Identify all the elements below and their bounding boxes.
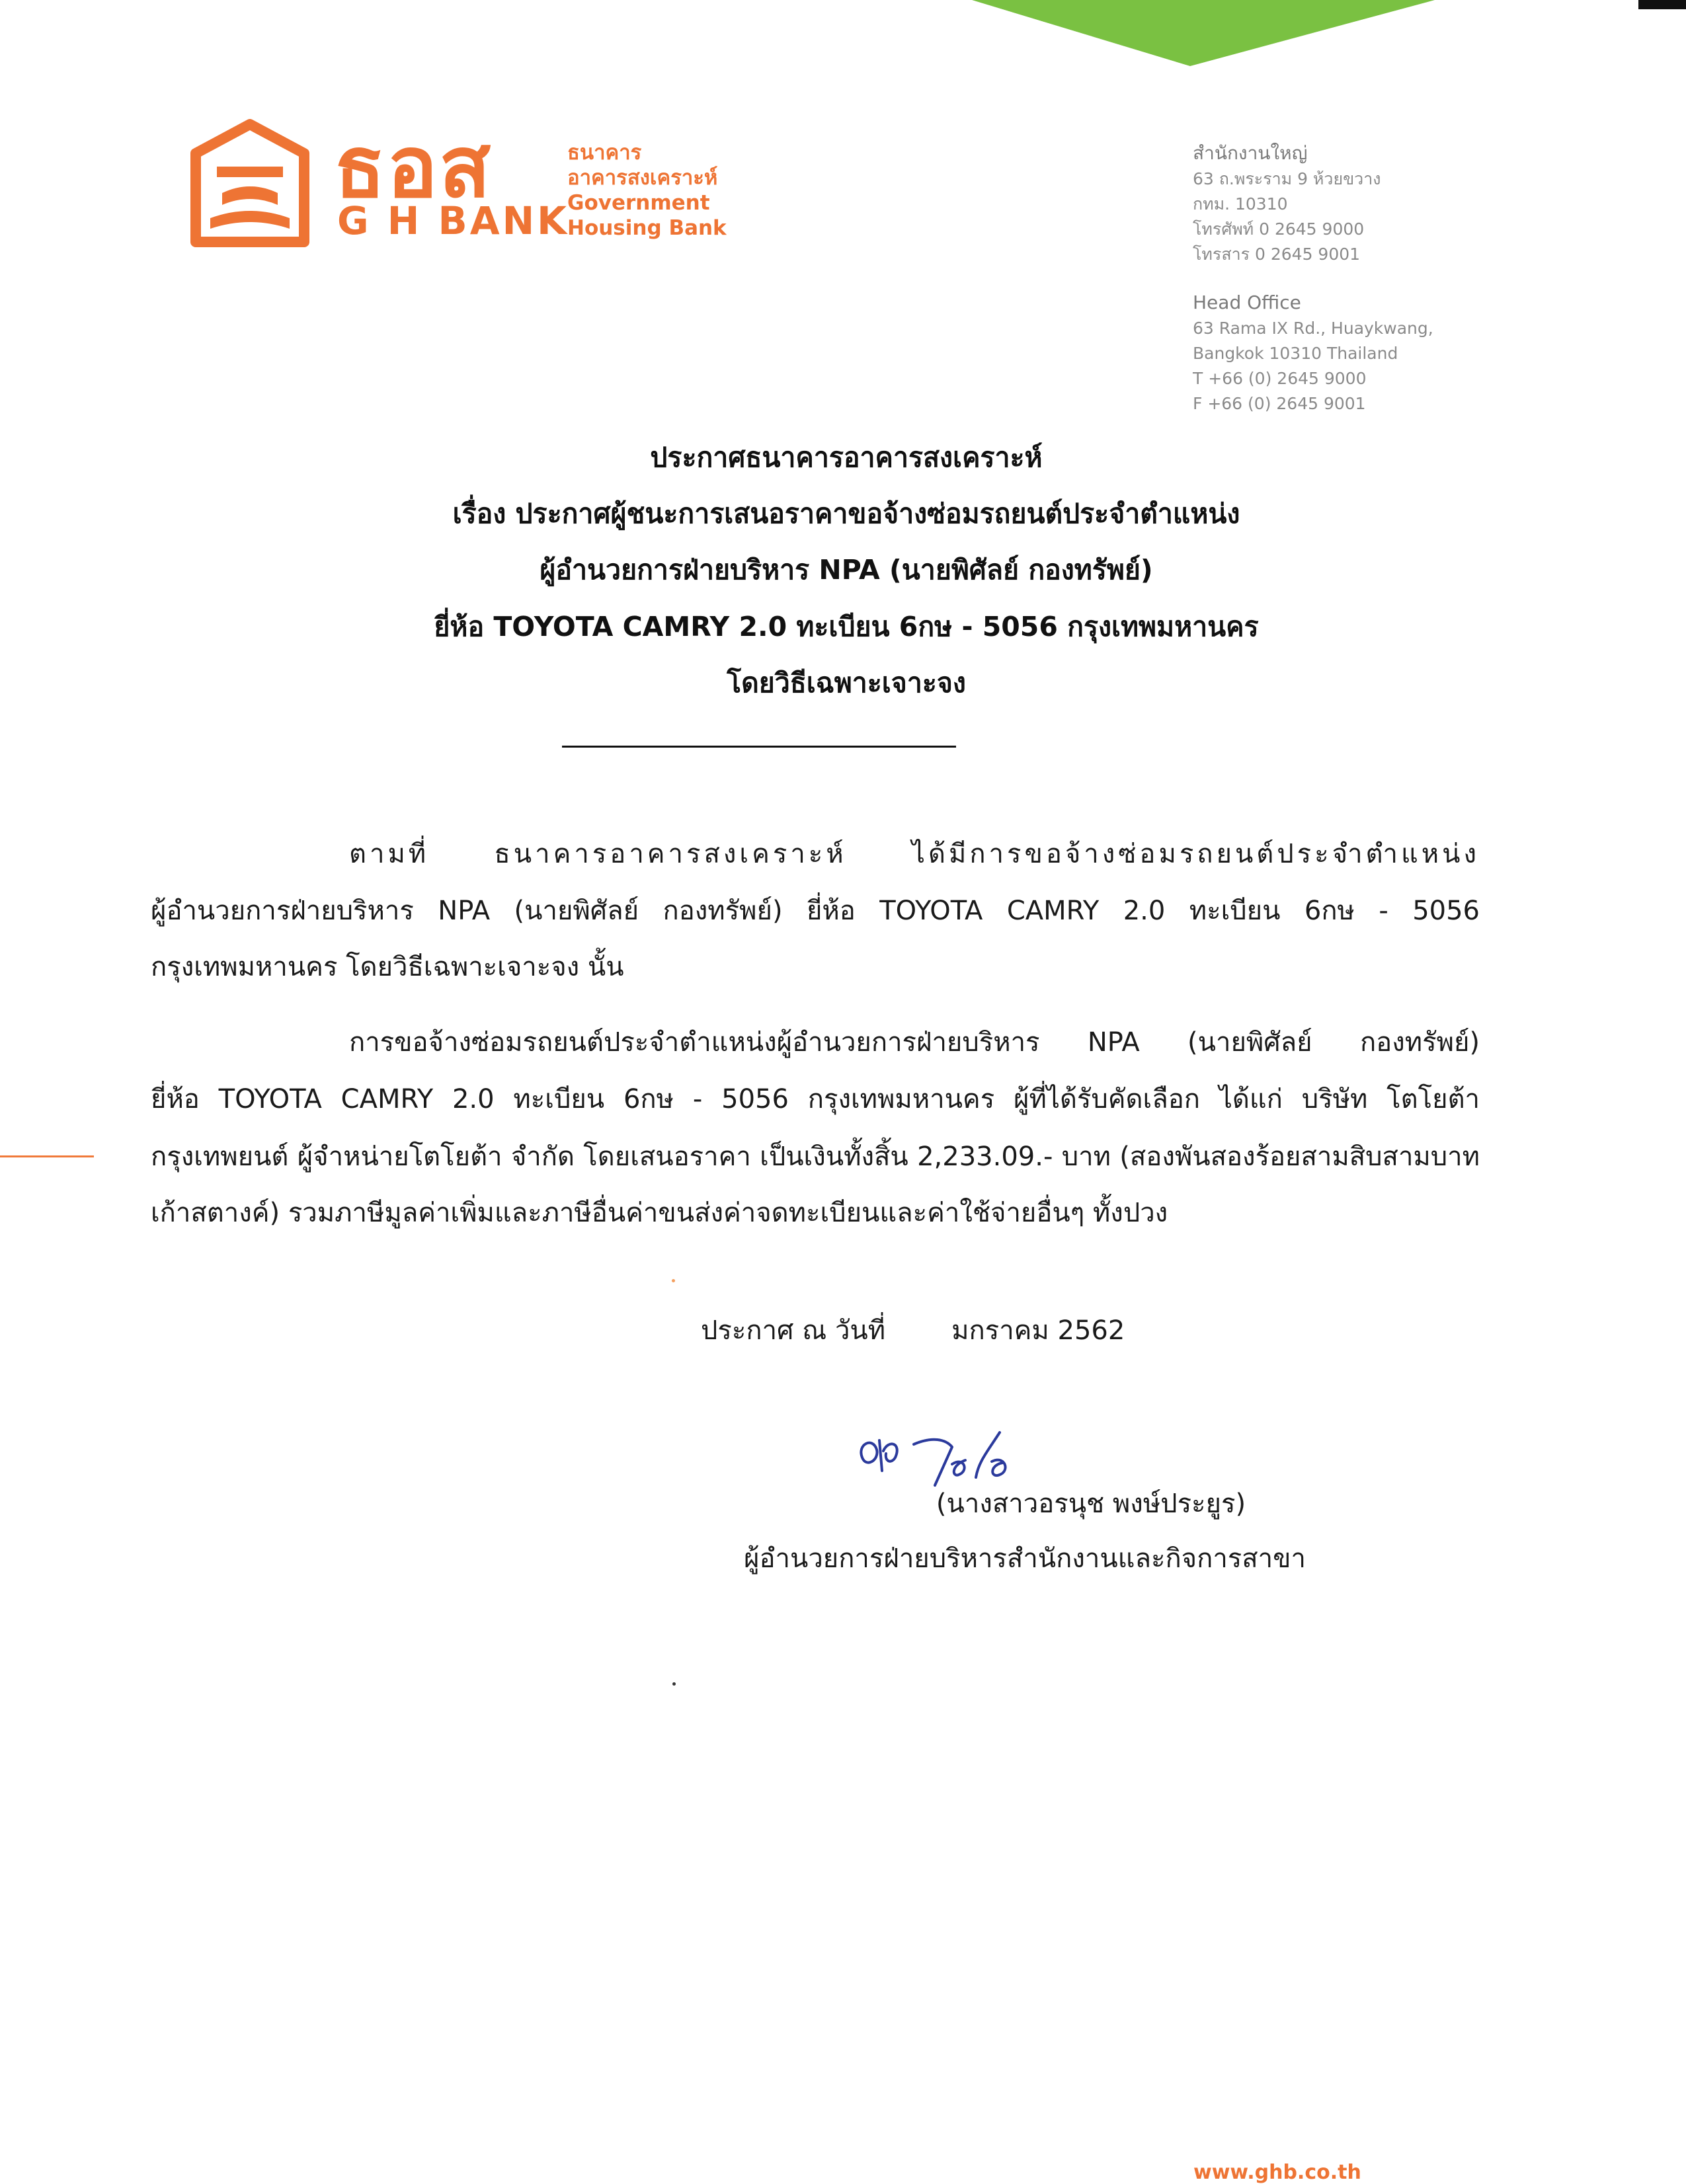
subject-line: ยี่ห้อ TOYOTA CAMRY 2.0 ทะเบียน 6กษ - 5056 กรุงเทพมหานคร	[434, 611, 1259, 643]
fax-line: โทรสาร 0 2645 9001	[1193, 245, 1361, 264]
logo-thai-wordmark: ธอส	[334, 118, 493, 217]
signer-name: (นางสาวอรนุช พงษ์ประยูร)	[936, 1489, 1246, 1519]
green-header-tab	[972, 0, 1435, 66]
address-line: 63 ถ.พระราม 9 ห้วยขวาง	[1193, 169, 1381, 188]
paragraph-line: ตามที่ ธนาคารอาคารสงเคราะห์ ได้มีการขอจ้างซ่อมรถยนต์ประจำตำแหน่ง	[349, 839, 1480, 869]
subject-line: ผู้อำนวยการฝ่ายบริหาร NPA (นายพิศัลย์ กองทรัพย์)	[540, 554, 1153, 586]
bank-name-line: ธนาคาร	[567, 141, 642, 165]
paragraph-line: ยี่ห้อ TOYOTA CAMRY 2.0 ทะเบียน 6กษ - 5056 กรุงเทพมหานคร ผู้ที่ได้รับคัดเลือก ได้แก่ บริษัท โตโยต้า	[151, 1084, 1480, 1114]
paragraph-line: กรุงเทพยนต์ ผู้จำหน่ายโตโยต้า จำกัด โดยเสนอราคา เป็นเงินทั้งสิ้น 2,233.09.- บาท (สองพันสองร้อยสามสิบสามบาท	[151, 1142, 1480, 1172]
bank-name-line: อาคารสงเคราะห์	[567, 166, 718, 190]
address-line: 63 Rama IX Rd., Huaykwang,	[1193, 319, 1433, 338]
title-divider	[562, 746, 956, 748]
paragraph-line: การขอจ้างซ่อมรถยนต์ประจำตำแหน่งผู้อำนวยการฝ่ายบริหาร NPA (นายพิศัลย์ กองทรัพย์)	[349, 1027, 1480, 1058]
announcement-month-year: มกราคม 2562	[951, 1315, 1125, 1346]
paragraph-line: เก้าสตางค์) รวมภาษีมูลค่าเพิ่มและภาษีอื่นค่าขนส่งค่าจดทะเบียนและค่าใช้จ่ายอื่นๆ ทั้งปวง	[151, 1198, 1168, 1228]
address-line: กทม. 10310	[1193, 194, 1288, 214]
announcement-date	[701, 1317, 1125, 1344]
subject-line: โดยวิธีเฉพาะเจาะจง	[727, 667, 966, 699]
bank-name-line: Government	[567, 191, 710, 215]
scan-edge-mark	[1638, 0, 1686, 9]
head-office-en-label: Head Office	[1193, 292, 1301, 313]
handwritten-signature	[853, 1424, 1038, 1497]
fold-mark	[0, 1155, 94, 1157]
subject-line: เรื่อง ประกาศผู้ชนะการเสนอราคาขอจ้างซ่อมรถยนต์ประจำตำแหน่ง	[452, 498, 1240, 529]
logo-english-wordmark: G H BANK	[337, 198, 570, 243]
phone-line: T +66 (0) 2645 9000	[1193, 369, 1367, 388]
phone-line: โทรศัพท์ 0 2645 9000	[1193, 219, 1365, 239]
signer-position: ผู้อำนวยการฝ่ายบริหารสำนักงานและกิจการสาขา	[744, 1543, 1306, 1574]
head-office-th-label: สำนักงานใหญ่	[1193, 142, 1308, 164]
ghbank-logo-icon	[190, 119, 309, 248]
paragraph-line: กรุงเทพมหานคร โดยวิธีเฉพาะเจาะจง นั้น	[151, 952, 624, 982]
scan-speck	[672, 1279, 675, 1282]
announcement-title: ประกาศธนาคารอาคารสงเคราะห์	[650, 442, 1043, 473]
announcement-prefix: ประกาศ ณ วันที่	[701, 1315, 886, 1346]
footer-website[interactable]: www.ghb.co.th	[1193, 2161, 1361, 2184]
paragraph-line: ผู้อำนวยการฝ่ายบริหาร NPA (นายพิศัลย์ กองทรัพย์) ยี่ห้อ TOYOTA CAMRY 2.0 ทะเบียน 6กษ - 5056	[151, 896, 1480, 926]
fax-line: F +66 (0) 2645 9001	[1193, 394, 1366, 413]
bank-name-line: Housing Bank	[567, 216, 727, 240]
scan-speck	[672, 1682, 676, 1686]
address-line: Bangkok 10310 Thailand	[1193, 344, 1398, 363]
